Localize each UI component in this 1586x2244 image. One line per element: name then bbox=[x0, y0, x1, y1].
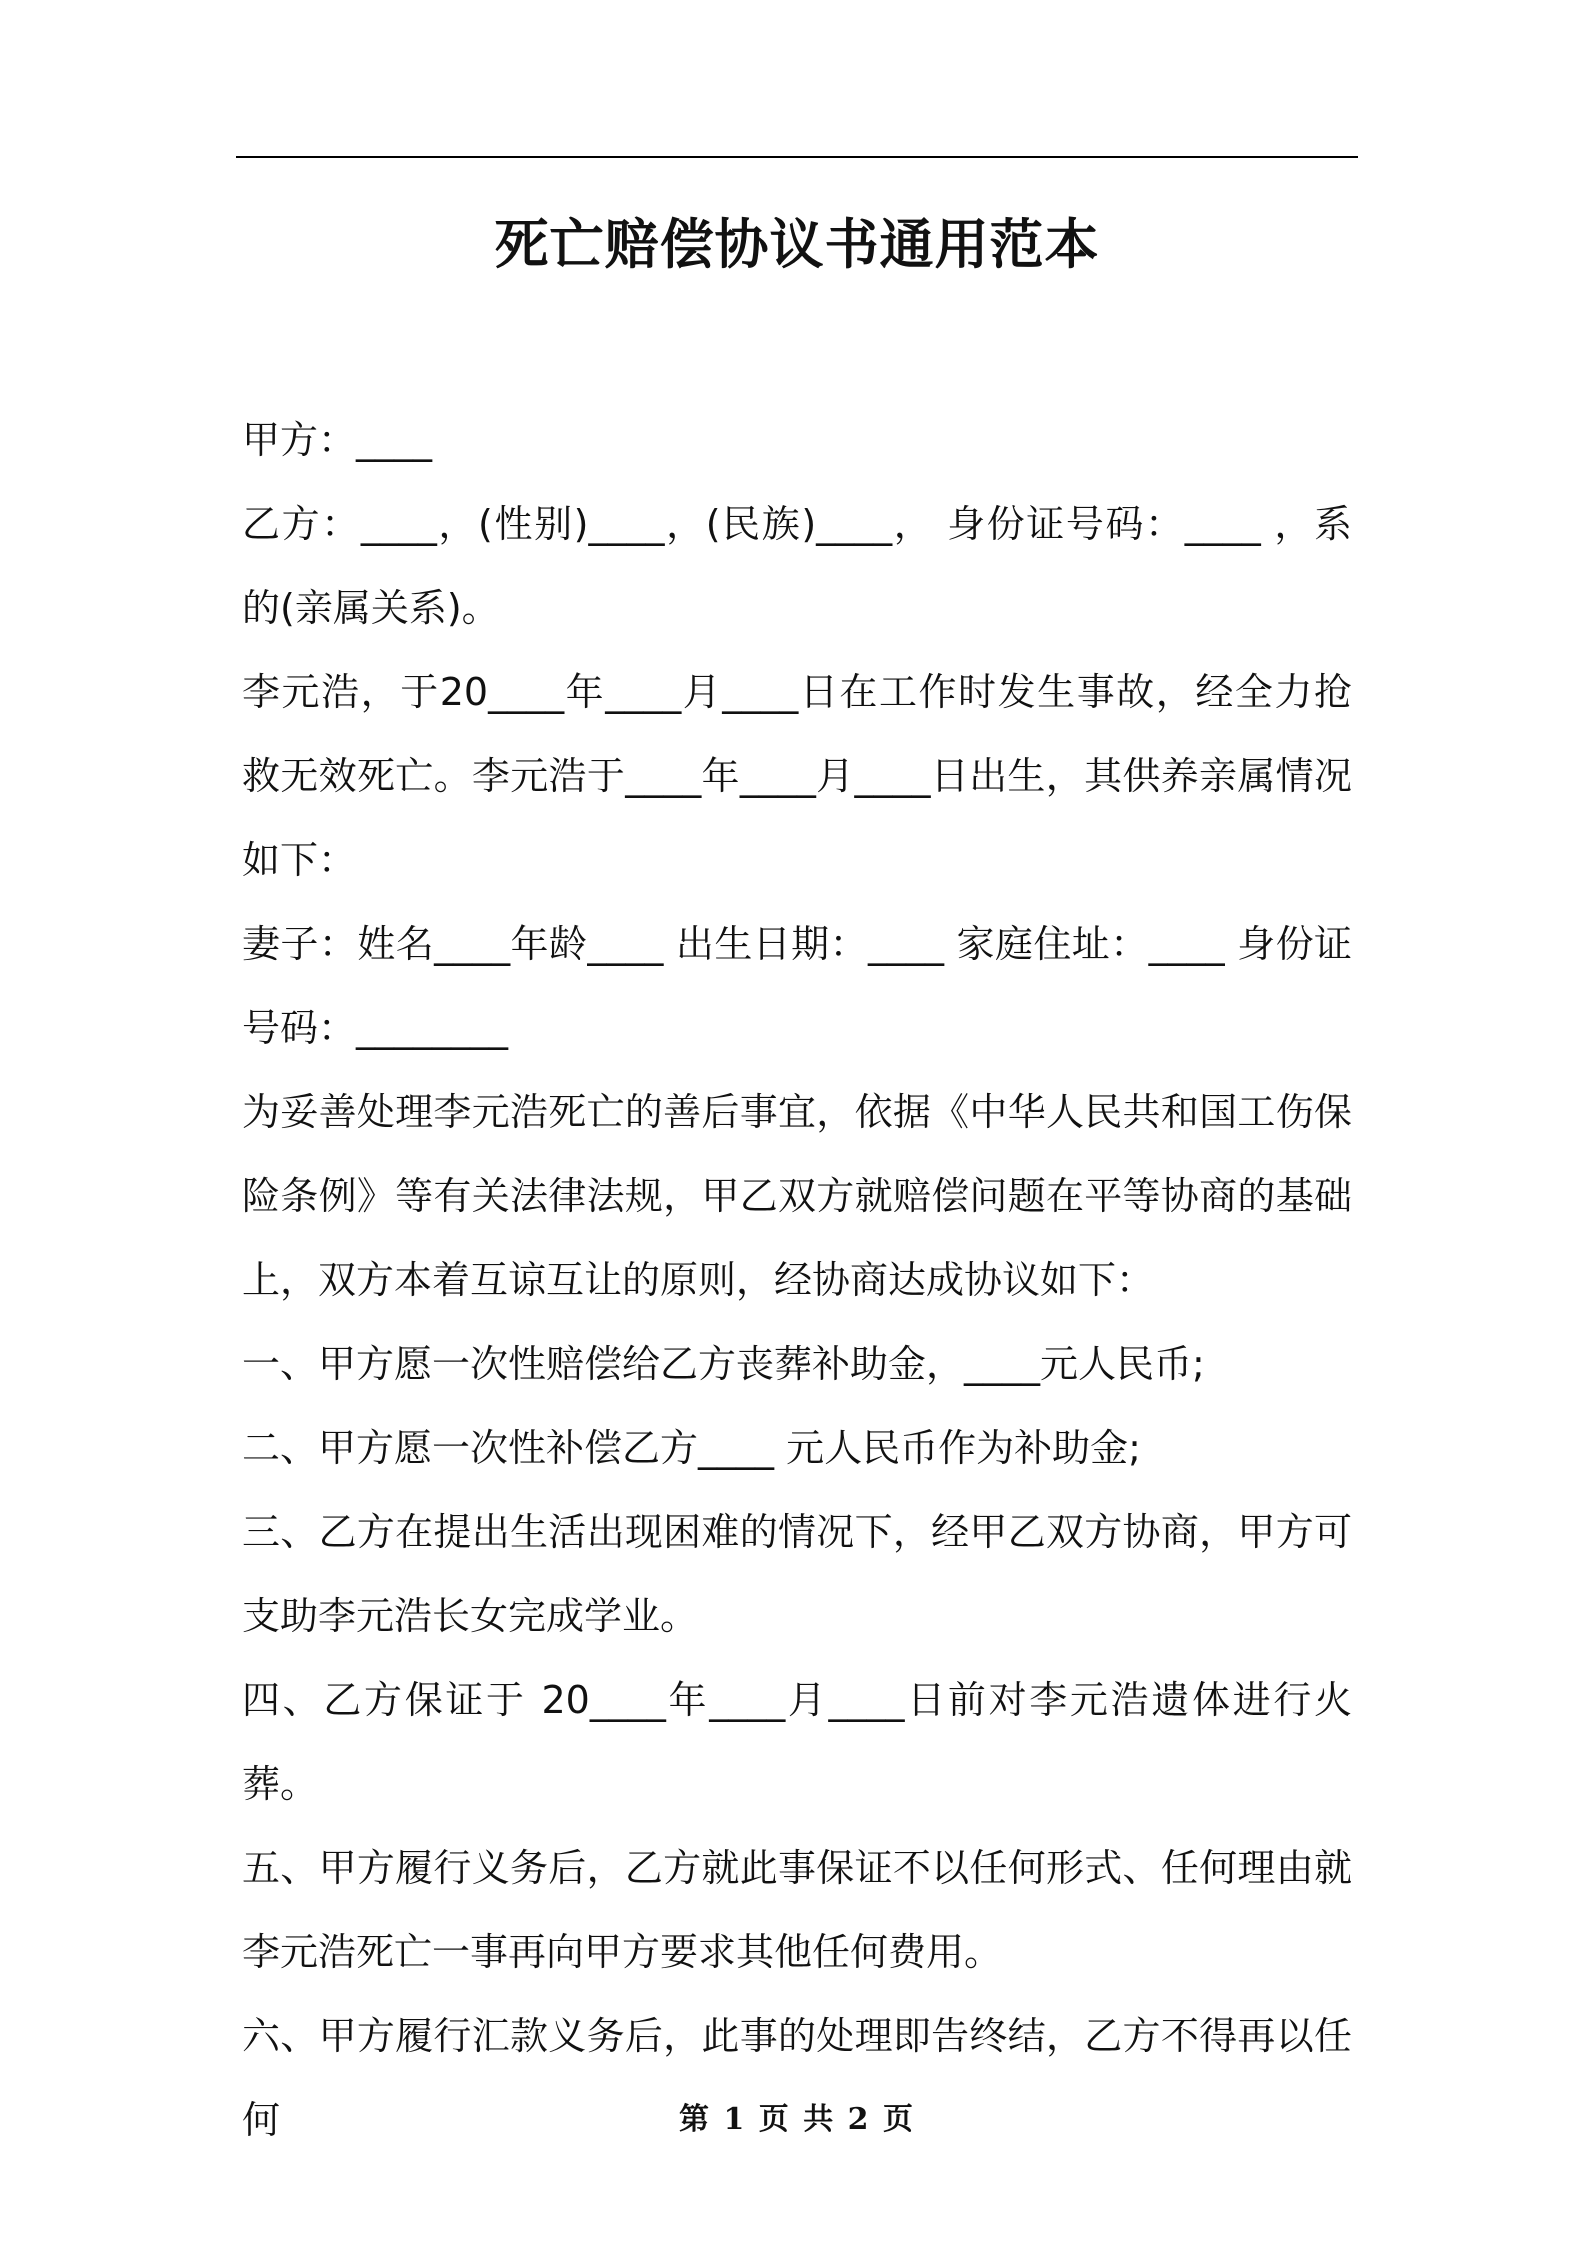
clause-6: 六、甲方履行汇款义务后，此事的处理即告终结，乙方不得再以任何 bbox=[242, 2014, 1352, 2142]
page-number-footer: 第 1 页 共 2 页 bbox=[679, 2102, 915, 2137]
party-b-line: 乙方：____，(性别)____，(民族)____， 身份证号码：____ ，系 的(亲属关系)。 bbox=[242, 502, 1352, 630]
party-a-line: 甲方：____ bbox=[242, 418, 433, 462]
clause-2: 二、甲方愿一次性补偿乙方____ 元人民币作为补助金; bbox=[242, 1426, 1141, 1470]
clause-5: 五、甲方履行义务后，乙方就此事保证不以任何形式、任何理由就李元浩死亡一事再向甲方要求其他任何费用。 bbox=[242, 1846, 1352, 1974]
header-rule bbox=[236, 156, 1358, 158]
purpose-paragraph: 为妥善处理李元浩死亡的善后事宜，依据《中华人民共和国工伤保险条例》等有关法律法规，甲乙双方就赔偿问题在平等协商的基础上，双方本着互谅互让的原则，经协商达成协议如下： bbox=[242, 1090, 1352, 1302]
document-body bbox=[242, 398, 1352, 2162]
clause-3: 三、乙方在提出生活出现困难的情况下，经甲乙双方协商，甲方可支助李元浩长女完成学业。 bbox=[242, 1510, 1352, 1638]
clause-4: 四、乙方保证于 20____年____月____日前对李元浩遗体进行火葬。 bbox=[242, 1678, 1352, 1806]
spouse-info-paragraph: 妻子：姓名____年龄____ 出生日期：____ 家庭住址：____ 身份证号码：________ bbox=[242, 922, 1352, 1050]
document-title: 死亡赔偿协议书通用范本 bbox=[494, 213, 1100, 276]
clause-1: 一、甲方愿一次性赔偿给乙方丧葬补助金，____元人民币; bbox=[242, 1342, 1205, 1386]
incident-paragraph: 李元浩，于20____年____月____日在工作时发生事故，经全力抢救无效死亡。李元浩于____年____月____日出生，其供养亲属情况如下： bbox=[242, 670, 1352, 882]
